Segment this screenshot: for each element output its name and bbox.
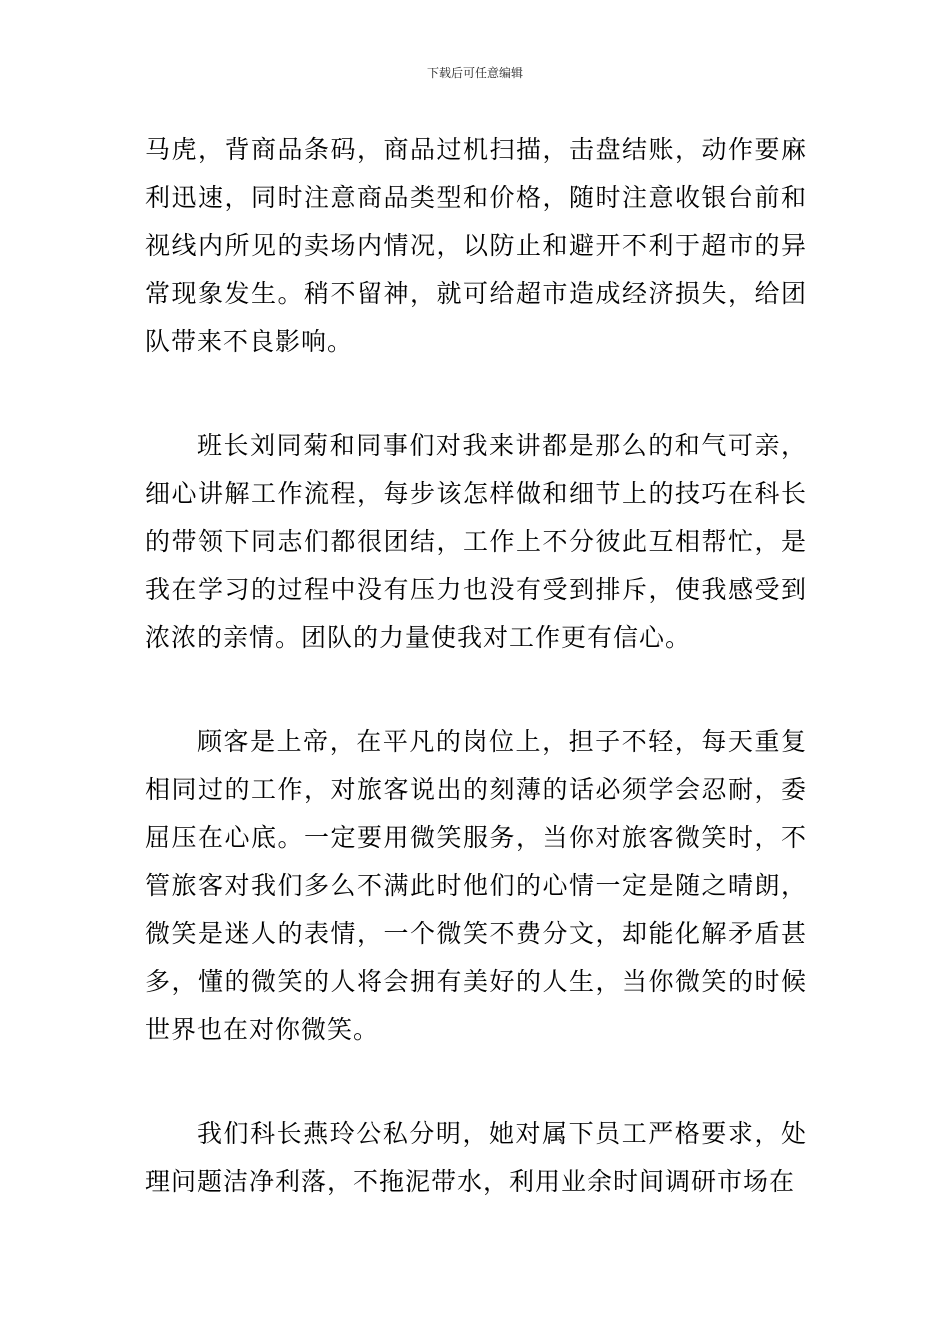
paragraph-gap [145,1054,807,1110]
paragraph-customer-service: 顾客是上帝，在平凡的岗位上，担子不轻，每天重复相同过的工作，对旅客说出的刻薄的话必须学会忍耐，委屈压在心底。一定要用微笑服务，当你对旅客微笑时，不管旅客对我们多么不满此时他们的心情一定是随之晴朗，微笑是迷人的表情，一个微笑不费分文，却能化解矛盾甚多，懂的微笑的人将会拥有美好的人生，当你微笑的时候世界也在对你微笑。 [145,727,807,1044]
paragraph-gap [145,662,807,718]
paragraph-team-leader: 班长刘同菊和同事们对我来讲都是那么的和气可亲，细心讲解工作流程，每步该怎样做和细节上的技巧在科长的带领下同志们都很团结，工作上不分彼此互相帮忙，是我在学习的过程中没有压力也没有受到排斥，使我感受到浓浓的亲情。团队的力量使我对工作更有信心。 [145,431,807,652]
paragraph-section-chief: 我们科长燕玲公私分明，她对属下员工严格要求，处理问题洁净利落，不拖泥带水，利用业余时间调研市场在 [145,1119,807,1196]
document-body [145,126,807,1206]
page-header: 下载后可任意编辑 [426,66,523,80]
paragraph-continuation: 马虎，背商品条码，商品过机扫描，击盘结账，动作要麻利迅速，同时注意商品类型和价格，随时注意收银台前和视线内所见的卖场内情况，以防止和避开不利于超市的异常现象发生。稍不留神，就可给超市造成经济损失，给团队带来不良影响。 [145,135,807,356]
paragraph-gap [145,366,807,422]
